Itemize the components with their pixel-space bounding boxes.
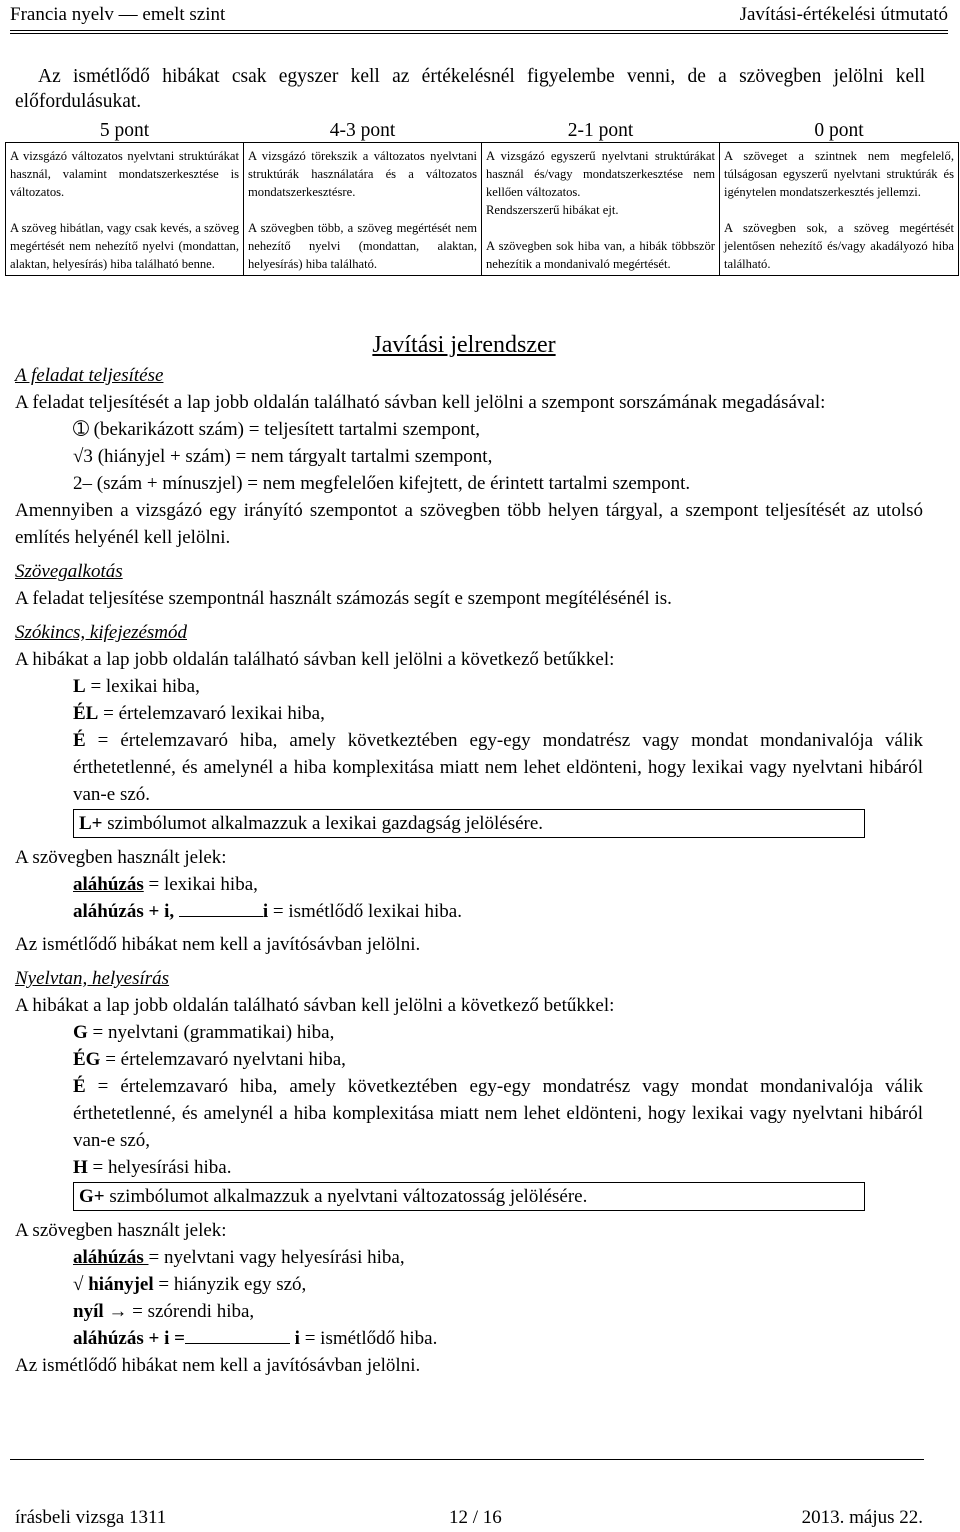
code-desc: = értelemzavaró hiba, amely következtében egy-egy mondatrész vagy mondat mondanivalója válik érthetetlenné, és amelynél a hiba komplexitása miatt nem lehet eldönteni, hogy lexikai vagy nyelvtani hibáról van-e szó. (73, 730, 923, 805)
cell-text: A szöveg hibátlan, vagy csak kevés, a szöveg megértését nem nehezítő nyelvi (mondattan, alaktan, helyesírás) hiba található benne. (10, 221, 239, 271)
code-key: L+ (79, 813, 103, 834)
code-key: H (73, 1157, 88, 1178)
code-desc: szimbólumot alkalmazzuk a lexikai gazdagság jelölésére. (102, 813, 544, 834)
sign-item (15, 898, 923, 925)
scoring-table (5, 119, 959, 276)
code-desc: = nyelvtani (grammatikai) hiba, (87, 1022, 335, 1043)
footer-rule (10, 1459, 924, 1460)
page-number: 12 / 16 (449, 1507, 502, 1528)
cell-text: A szöveget a szintnek nem megfelelő, túlságosan egyszerű nyelvtani struktúrák és igénytelen mondatszerkesztés jellemzi. (724, 149, 954, 199)
code-key: G+ (79, 1186, 105, 1207)
paragraph: Az ismétlődő hibákat nem kell a javítósávban jelölni. (15, 934, 421, 955)
code-key: aláhúzás (73, 1247, 149, 1268)
code-key: ÉL (73, 703, 99, 724)
code-key: É (73, 1076, 86, 1097)
code-item (15, 673, 923, 700)
code-key: L (73, 676, 86, 697)
mark-item (15, 443, 923, 470)
page-title: Javítási jelrendszer (372, 332, 556, 358)
section-heading-task: A feladat teljesítése (15, 365, 164, 386)
code-item (15, 1073, 923, 1154)
code-desc: = értelemzavaró nyelvtani hiba, (100, 1049, 346, 1070)
code-desc: = szórendi hiba, (132, 1301, 255, 1322)
main-content (15, 328, 923, 1379)
paragraph: Az ismétlődő hibákat nem kell a javítósávban jelölni. (15, 1355, 421, 1376)
paragraph: A feladat teljesítése szempontnál használt számozás segít e szempont megítélésénél is. (15, 588, 672, 609)
code-key: hiányjel (83, 1274, 154, 1295)
code-desc: = helyesírási hiba. (87, 1157, 232, 1178)
paragraph: A feladat teljesítését a lap jobb oldalán található sávban kell jelölni a szempont sorszámának megadásával: (15, 392, 826, 413)
lexical-richness-box (73, 809, 865, 838)
underline-blank (185, 1326, 290, 1344)
code-desc: = értelemzavaró hiba, amely következtében egy-egy mondatrész vagy mondat mondanivalója válik érthetetlenné, és amelynél a hiba komplexitása miatt nem lehet eldönteni, hogy lexikai vagy nyelvtani hibáról van-e szó, (73, 1076, 923, 1151)
code-item (15, 727, 923, 808)
code-key: É (73, 730, 86, 751)
code-key: ÉG (73, 1049, 101, 1070)
mark-item (15, 416, 923, 443)
code-desc: = értelemzavaró lexikai hiba, (98, 703, 325, 724)
col-header-0: 0 pont (720, 119, 959, 143)
paragraph: A hibákat a lap jobb oldalán található sávban kell jelölni a következő betűkkel: (15, 649, 615, 670)
header-subject: Francia nyelv — emelt szint (10, 4, 226, 25)
code-desc: = ismétlődő lexikai hiba. (268, 901, 462, 922)
code-desc: = ismétlődő hiba. (299, 1328, 438, 1349)
code-key: G (73, 1022, 88, 1043)
header-rule-double (10, 33, 948, 34)
footer-exam: írásbeli vizsga 1311 (15, 1507, 167, 1528)
scoring-table-row (6, 143, 959, 276)
checkmark-icon: √3 (73, 446, 93, 467)
cell-text: A vizsgázó törekszik a változatos nyelvtani struktúrák használatára és a változatos mondatszerkesztésre. (248, 149, 477, 199)
mark-desc: (szám + mínuszjel) = nem megfelelően kifejtett, de érintett tartalmi szempont. (92, 473, 691, 494)
page-header (10, 0, 948, 28)
col-header-2-1: 2-1 pont (482, 119, 720, 143)
code-key: aláhúzás + i = (73, 1328, 185, 1349)
code-item (15, 1019, 923, 1046)
code-desc: = hiányzik egy szó, (153, 1274, 307, 1295)
cell-0-pont (720, 143, 959, 276)
code-key: i (262, 901, 269, 922)
col-header-5: 5 pont (6, 119, 244, 143)
cell-5-pont (6, 143, 244, 276)
sign-item (15, 1271, 923, 1298)
code-key: nyíl (73, 1301, 104, 1322)
cell-text: A vizsgázó változatos nyelvtani struktúrákat használ, valamint mondatszerkesztése is változatos. (10, 149, 239, 199)
underline-blank (179, 899, 263, 917)
signs-label: A szövegben használt jelek: (15, 847, 227, 868)
paragraph: Amennyiben a vizsgázó egy irányító szempontot a szövegben több helyen tárgyal, a szempont teljesítését az utolsó említés helyénél kell jelölni. (15, 500, 923, 548)
header-doc-type: Javítási-értékelési útmutató (739, 4, 948, 25)
code-key: aláhúzás (73, 874, 144, 895)
mark-item (15, 470, 923, 497)
code-desc: = nyelvtani vagy helyesírási hiba, (148, 1247, 405, 1268)
cell-text: A szövegben sok hiba van, a hibák többször nehezítik a mondanivaló megértését. (486, 239, 715, 271)
section-heading-text: Szövegalkotás (15, 561, 123, 582)
col-header-4-3: 4-3 pont (244, 119, 482, 143)
code-key: i (289, 1328, 300, 1349)
cell-text: A szövegben sok, a szöveg megértését jelentősen nehezítő és/vagy akadályozó hiba található. (724, 221, 954, 271)
mark-desc: (hiányjel + szám) = nem tárgyalt tartalmi szempont, (92, 446, 493, 467)
intro-note: Az ismétlődő hibákat csak egyszer kell az értékelésnél figyelembe venni, de a szövegben jelölni kell előfordulásukat. (15, 66, 925, 112)
sign-item (15, 1244, 923, 1271)
code-desc: szimbólumot alkalmazzuk a nyelvtani változatosság jelölésére. (104, 1186, 588, 1207)
section-heading-vocabulary: Szókincs, kifejezésmód (15, 622, 188, 643)
minus-mark: 2– (73, 473, 92, 494)
arrow-right-icon: → (103, 1301, 133, 1322)
cell-text: A szövegben több, a szöveg megértését nem nehezítő nyelvi (mondattan, alaktan, helyesírás) hiba található. (248, 221, 477, 271)
code-item (15, 700, 923, 727)
circled-number-icon: ➀ (73, 419, 89, 440)
footer-date: 2013. május 22. (801, 1507, 923, 1528)
cell-2-1-pont (482, 143, 720, 276)
section-heading-grammar: Nyelvtan, helyesírás (15, 968, 170, 989)
code-key: aláhúzás + i, (73, 901, 175, 922)
paragraph: A hibákat a lap jobb oldalán található sávban kell jelölni a következő betűkkel: (15, 995, 615, 1016)
code-item (15, 1154, 923, 1181)
caret-icon: √ (73, 1274, 84, 1295)
code-item (15, 1046, 923, 1073)
cell-4-3-pont (244, 143, 482, 276)
code-desc: = lexikai hiba, (143, 874, 258, 895)
sign-item (15, 1298, 923, 1325)
scoring-table-header-row (6, 119, 959, 143)
code-desc: = lexikai hiba, (85, 676, 200, 697)
header-rule (10, 30, 948, 31)
signs-label: A szövegben használt jelek: (15, 1220, 227, 1241)
mark-desc: (bekarikázott szám) = teljesített tartalmi szempont, (88, 419, 481, 440)
grammar-variety-box (73, 1182, 865, 1211)
cell-text: A vizsgázó egyszerű nyelvtani struktúrákat használ és/vagy mondatszerkesztése nem kellően változatos. (486, 149, 715, 199)
sign-item (15, 1325, 923, 1352)
sign-item (15, 871, 923, 898)
cell-text: Rendszerszerű hibákat ejt. (486, 203, 619, 217)
